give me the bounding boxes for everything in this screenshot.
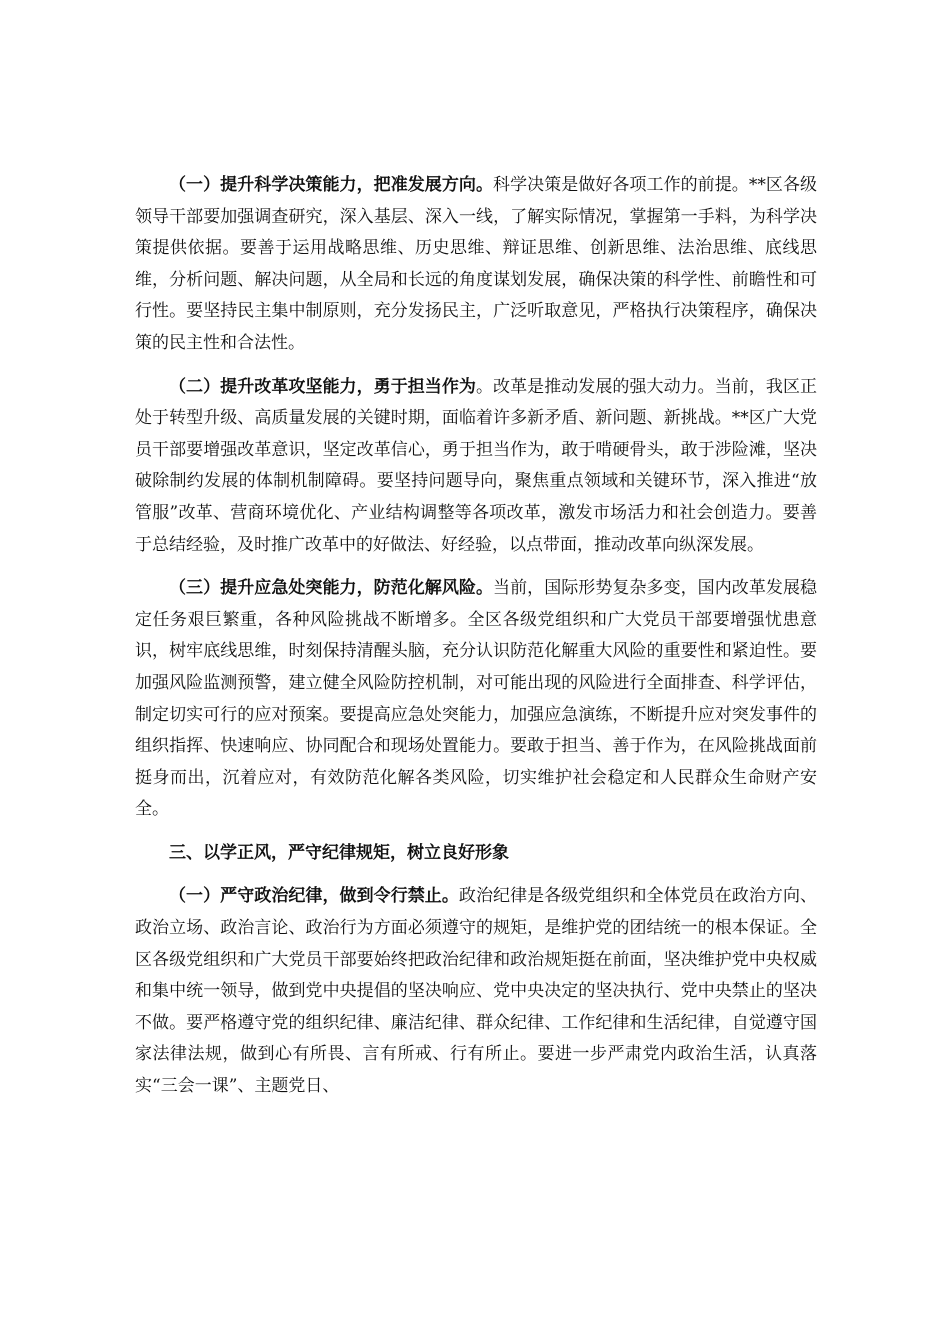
paragraph-heading: （一）提升科学决策能力，把准发展方向。	[169, 175, 494, 195]
paragraph-heading: （一）严守政治纪律，做到令行禁止。	[169, 886, 459, 907]
paragraph-text: 当前，国际形势复杂多变，国内改革发展稳定任务艰巨繁重，各种风险挑战不断增多。全区各级党组织和广大党员干部要增强忧患意识，树牢底线思维，时刻保持清醒头脑，充分认识防范化解重大风险的重要性和紧迫性。要加强风险监测预警，建立健全风险防控机制，对可能出现的风险进行全面排查、科学评估，制定切实可行的应对预案。要提高应急处突能力，加强应急演练，不断提升应对突发事件的组织指挥、快速响应、协同配合和现场处置能力。要敢于担当、善于作为，在风险挑战面前挺身而出，沉着应对，有效防范化解各类风险，切实维护社会稳定和人民群众生命财产安全。	[135, 578, 818, 820]
paragraph-1-3	[135, 573, 817, 826]
section-title	[135, 838, 817, 870]
paragraph-text: 科学决策是做好各项工作的前提。**区各级领导干部要加强调查研究，深入基层、深入一线，了解实际情况，掌握第一手料，为科学决策提供依据。要善于运用战略思维、历史思维、辩证思维、创新思维、法治思维、底线思维，分析问题、解决问题，从全局和长远的角度谋划发展，确保决策的科学性、前瞻性和可行性。要坚持民主集中制原则，充分发扬民主，广泛听取意见，严格执行决策程序，确保决策的民主性和合法性。	[135, 175, 818, 353]
paragraph-3-1	[135, 881, 817, 1102]
paragraph-heading: （三）提升应急处突能力，防范化解风险。	[169, 578, 494, 599]
document-body	[135, 170, 817, 1103]
paragraph-1-1	[135, 170, 817, 360]
paragraph-text: 。改革是推动发展的强大动力。当前，我区正处于转型升级、高质量发展的关键时期，面临着许多新矛盾、新问题、新挑战。**区广大党员干部要增强改革意识，坚定改革信心，勇于担当作为，敢于啃硬骨头，敢于涉险滩，坚决破除制约发展的体制机制障碍。要坚持问题导向，聚焦重点领域和关键环节，深入推进“放管服”改革、营商环境优化、产业结构调整等各项改革，激发市场活力和社会创造力。要善于总结经验，及时推广改革中的好做法、好经验，以点带面，推动改革向纵深发展。	[135, 376, 818, 555]
section-title-text: 三、以学正风，严守纪律规矩，树立良好形象	[169, 842, 509, 863]
paragraph-1-2	[135, 372, 817, 562]
paragraph-heading: （二）提升改革攻坚能力，勇于担当作为	[169, 376, 476, 397]
paragraph-text: 政治纪律是各级党组织和全体党员在政治方向、政治立场、政治言论、政治行为方面必须遵守的规矩，是维护党的团结统一的根本保证。全区各级党组织和广大党员干部要始终把政治纪律和政治规矩挺在前面，坚决维护党中央权威和集中统一领导，做到党中央提倡的坚决响应、党中央决定的坚决执行、党中央禁止的坚决不做。要严格遵守党的组织纪律、廉洁纪律、群众纪律、工作纪律和生活纪律，自觉遵守国家法律法规，做到心有所畏、言有所戒、行有所止。要进一步严肃党内政治生活，认真落实“三会一课”、主题党日、	[135, 886, 818, 1097]
